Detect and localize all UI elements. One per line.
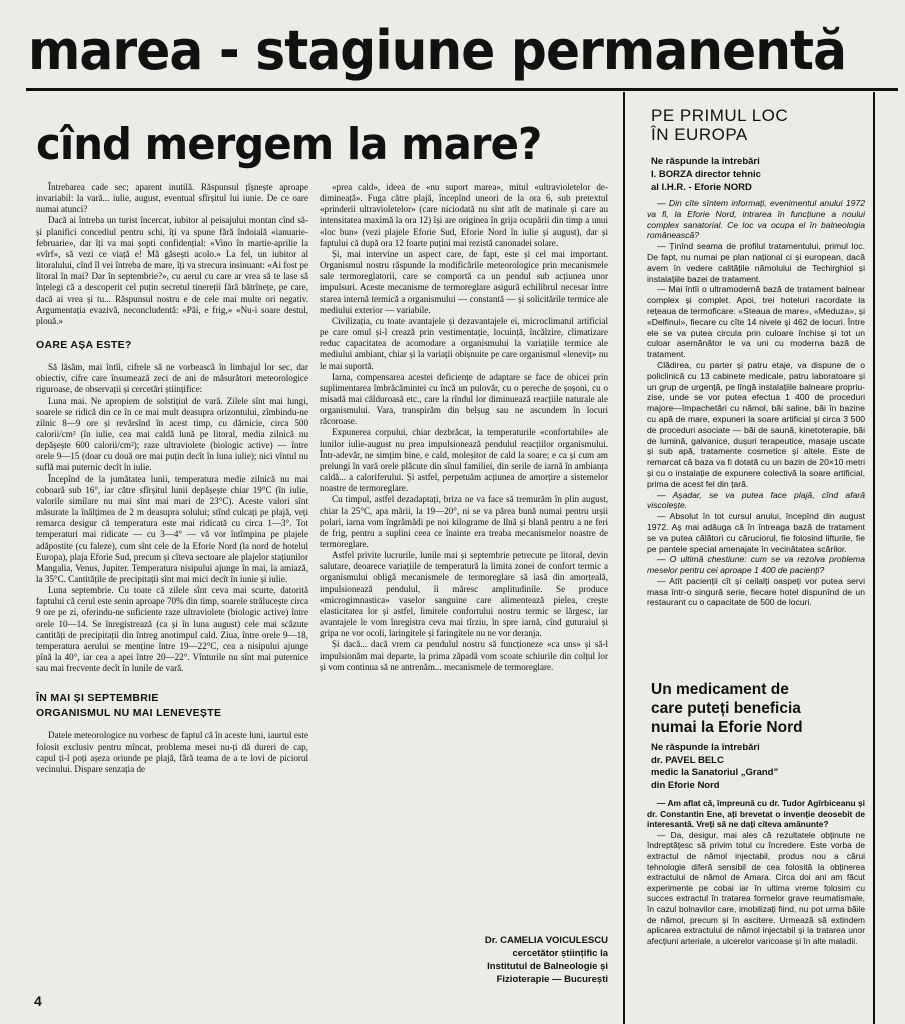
sidebar1-intro-line: I. BORZA director tehnic <box>651 169 761 180</box>
author-name: Dr. CAMELIA VOICULESCU <box>484 935 608 946</box>
body-paragraph: Datele meteorologice nu vorbesc de faptul că în aceste luni, iaurtul este folosit exclusiv pentru mîncat, problema mesei nu-ți dă dureri de cap, capul ți-l poți așeza oriunde pe plajă, fără teama de a te lovi de piciorul vecinului. Dispare senzația de <box>36 730 308 774</box>
sidebar2-intro <box>651 742 871 792</box>
sidebar2-intro-line: Ne răspunde la întrebări <box>651 742 760 753</box>
sidebar-left-rule <box>623 92 625 1024</box>
intro-paragraph: Întrebarea cade sec; aparent inutilă. Răspunsul țîșnește aproape invariabil: la vară... iulie, august, eventual sfîrșitul lui iunie. De ce oare numai atunci? <box>36 182 308 215</box>
sidebar2-title-line: Un medicament de <box>651 681 789 698</box>
article-column-middle <box>320 182 608 912</box>
body-paragraph: Cu timpul, astfel dezadaptați, briza ne va face să tremurăm în plin august, chiar la 25°C, apa mării, la 19—20°, ni se va părea bună numai pentru urșii polari, iarna vom îngrămădi pe noi kilograme de lînă și blană pentru a ne feri de frig, pentru a suplini ceea ce înainte era treaba mecanismelor noastre de termoreglare. <box>320 494 608 549</box>
section-heading: OARE AȘA ESTE? <box>36 339 132 352</box>
sidebar1-answer: — Ținînd seama de profilul tratamentului, primul loc. De fapt, nu numai pe plan național ci și european, dacă avem în vedere calitățile nămolului de Techirghiol și instalațiile bazei de tratament. <box>647 241 865 284</box>
article-title: cînd mergem la mare? <box>36 119 542 170</box>
page-headline: marea - stagiune permanentă <box>28 19 847 82</box>
sidebar1-title-line: ÎN EUROPA <box>651 125 748 144</box>
sidebar1-question: — O ultimă chestiune: cum se va rezolva problema meselor pentru cei aproape 1 400 de pacienți? <box>647 554 865 576</box>
sidebar2-intro-line: din Eforie Nord <box>651 779 720 791</box>
sidebar1-intro-line: al I.H.R. - Eforie NORD <box>651 182 752 193</box>
body-paragraph: Astfel privite lucrurile, lunile mai și septembrie petrecute pe litoral, devin salutare, deoarece variațiile de temperatură la limita zonei de confort termic a organismului obligă mecanismele de termoreglare să iasă din amorțeală, impulsionează pendulul, îi măresc amplitudinile. Se produce «microgimnastica» vaselor sanguine care alimentează pielea, crește elasticitatea lor și astfel, limitele confortului nostru termic se lărgesc, iar avantajele le vom înregistra ceva mai tîrziu, în spre iarnă, cînd guturaiul și gripa ne vor ocoli, laringitele și faringitele nu ne vor deranja. <box>320 550 608 639</box>
author-institution: Institutul de Balneologie și <box>487 961 608 972</box>
sidebar1-intro <box>651 155 871 194</box>
body-paragraph: Începînd de la jumătatea lunii, temperatura medie zilnică nu mai coboară sub 16°, iar către sfîrșitul lunii depășește chiar 19°C (în iulie, valorile similare nu mai sînt mai mari de 23°C). Aceste valori sînt măsurate la înălțimea de 2 m deasupra solului; stînd culcați pe plajă, veți remarca desigur că temperatura este mai ridicată cu circa 1—3°. Tot temperaturi mai ridicate — cu 3—4° — vă vor întîmpina pe plajele adăpostite (cu faleze), cum sînt cele de la Eforie Nord (la nord de hotelul Europa), plaja Eforie Sud, precum și cîteva sectoare ale plajelor stațiunilor Mangalia, Venus, Jupiter. Temperatura nisipului ajunge în mai, la amiază, la 35°C. Cantitățile de precipitații sînt mai mici decît în iunie și iulie. <box>36 473 308 584</box>
article-column-left <box>36 182 308 990</box>
body-paragraph: Civilizația, cu toate avantajele și dezavantajele ei, microclimatul artificial pe care omul și-l crează prin vestimentație, locuință, încălzire, climatizare reduc capacitatea de acomodare a organismului la variațiile termice ale mediului ambiant, chiar și la variații obișnuite pe care organismul «leneviț» nu le mai suportă. <box>320 315 608 371</box>
section-heading: ÎN MAI ȘI SEPTEMBRIE <box>36 692 159 705</box>
sidebar2-title <box>651 680 871 737</box>
sidebar2-intro-line: dr. PAVEL BELC <box>651 754 724 766</box>
body-paragraph: «prea cald», ideea de «nu suport marea», mitul «ultravioletelor de-dimineață». Fuga către plajă, începînd uneori de la ora 6, sub pretextul «prinderii ultravioletelor» (care niciodată nu sînt atît de matinale și care au intensitatea maximă la ora 12) își are originea în grija ocupării din timp a unui «loc bun» (vezi plajele Eforie Sud, Eforie Nord în iulie și august), dar și faptului că după ora 12 foarte puțini mai rezistă canonadei solare. <box>320 182 608 248</box>
sidebar2-question: — Am aflat că, împreună cu dr. Tudor Agîrbiceanu și dr. Constantin Ene, ați brevetat o invenție deosebit de interesantă. Vreți să ne dați cîteva amănunte? <box>647 798 865 830</box>
headline-rule <box>26 88 898 91</box>
sidebar-right-rule <box>873 92 875 1024</box>
body-paragraph: Expunerea corpului, chiar dezbrăcat, la temperaturile «confortabile» ale lunilor iulie-august nu prea impulsionează pendulul reacțiilor organismului. Într-adevăr, ne simțim bine, e cald, moleșitor de cald la soare; e ca și cum am prelungi în vară orele plăcute din sînul familiei, din serile de iarnă în ambianța caldă... a caloriferului. Și astfel, perpetuăm acțiunea de amorțire a sistemelor noastre de termoreglare. <box>320 427 608 494</box>
sidebar1-intro-line: Ne răspunde la întrebări <box>651 156 760 167</box>
sidebar2-title-line: care puteți beneficia <box>651 700 801 717</box>
body-paragraph: Iarna, compensarea acestei deficiențe de adaptare se face de obicei prin suplimentarea îmbrăcămintei cu încă un pulovăr, cu o pereche de șoșoni, cu o misadă mai călduroasă etc., care la rîndul lor diminuează reacțiile naturale ale organismului. Vara, transpirăm din belșug sau ne ascundem în locuri răcoroase. <box>320 371 608 427</box>
sidebar2-body <box>647 798 865 1012</box>
sidebar2-intro-line: medic la Sanatoriul „Grand” <box>651 767 779 778</box>
body-paragraph: Și, mai intervine un aspect care, de fapt, este și cel mai important. Organismul nostru răspunde la modificările meteorologice prin mecanismele sale termoreglatorii, care se comportă ca un pendul sub acțiunea unor impulsuri. Aceste mecanisme de termoreglare asigură echilibrul necesar între starea internă termică a organismului — constantă — și solicitările termice ale mediului exterior — variabile. <box>320 248 608 315</box>
sidebar1-question: — Din cîte sîntem informați, evenimentul anului 1972 va fi, la Eforie Nord, intrarea în funcțiune a noului complex sanatorial. Ce loc va ocupa el în balneologia românească? <box>647 198 865 241</box>
intro-paragraph: Dacă ai întreba un turist încercat, iubitor al peisajului montan cînd să-și planifici concediul pentru schi, îți va spune fără îndoială «ianuarie-februarie», dar îți va mai șopti confidențial: «Vino în martie-aprilie la «vîrf», să vezi ce viață e! Mă găsești acolo.» La fel, un iubitor al litoralului, cînd îl vei întreba de mare, îți va strecura insinuant: «Ai fost pe litoral în mai? Dar în septembrie?», cu aerul cu care ar vrea să te lase să înțelegi că a descoperit cel puțin secretul tinereții fără bătrînețe, pe care, dacă ai vrea și tu... Răspunsul nostru e de cele mai multe ori negativ. Argumentația evazivă, neconcludentă: «Păi, e frig,» «Nu-i soare destul, plouă.» <box>36 215 308 326</box>
sidebar1-title <box>651 106 871 144</box>
body-paragraph: Să lăsăm, mai întîi, cifrele să ne vorbească în limbajul lor sec, dar obiectiv, cifre care însumează zeci de ani de măsurători meteorologice riguroase, de observații și cercetări științifice: <box>36 362 308 395</box>
sidebar1-answer: — Absolut în tot cursul anului, începînd din august 1972. Aș mai adăuga că în întreaga bază de tratament se va putea călători cu căruciorul, fie folosind lifturile, fie pe pantele special amenajate în vecinătatea scărilor. <box>647 511 865 554</box>
sidebar1-answer: — Mai întîi o ultramodernă bază de tratament balnear complex și complet. Apoi, trei hoteluri racordate la rețeaua de termoficare: «Steaua de mare», «Meduza», și «Delfinul», fiecare cu cîte 14 nivele și 462 de locuri. Între ele se va putea circula prin culoare închise și tot un culoar asemănător le va uni cu moderna bază de tratament. <box>647 284 865 360</box>
body-paragraph: Luna mai. Ne apropiem de solstițiul de vară. Zilele sînt mai lungi, soarele se ridică din ce în ce mai mult deasupra orizontului, zîmbindu-ne zilnic 8—9 ore și revărsînd în acest timp, cu dărnicie, circa 500 calorii/cm² (în iulie, cea mai caldă lună pe litoral, media zilnică nu depășește 600 calorii/cm²); raze ultraviolete (biologic active) — între orele 9—15 (doar cu două ore mai puțin decît în luna iulie); nici vîntul nu suflă mai puternic decît în iulie. <box>36 395 308 473</box>
sidebar1-question: — Așadar, se va putea face plajă, cînd afară viscolește. <box>647 489 865 511</box>
author-signature <box>400 934 608 990</box>
body-paragraph: Luna septembrie. Cu toate că zilele sînt ceva mai scurte, datorită faptului că cerul este senin aproape 70% din timp, soarele strălucește circa 9 ore pe zi, oferindu-ne suficiente raze ultraviolete (biologic active) între orele 10—14. Se înregistrează (ca și în luna august) cele mai scăzute cantități de precipitații din întreg anotimpul cald. Ziua, între orele 9—18, temperatura aerului se menține între 19—22°C, cea a nisipului ajunge pînă la 40°, iar cea a apei între 20—22°. Vînturile nu sînt mai puternice sau mai frecvente decît în lunile de vară. <box>36 585 308 674</box>
section-heading: ORGANISMUL NU MAI LENEVEȘTE <box>36 707 222 720</box>
author-title: cercetător științific la <box>512 948 608 959</box>
sidebar1-body <box>647 198 865 660</box>
sidebar1-answer: Clădirea, cu parter și patru etaje, va dispune de o policlinică cu 13 cabinete medicale, patru laboratoare și un grup de urgență, pe lîngă instalațiile balneare propriu-zise, unde se vor putea efectua 1 400 de proceduri majore—împachetări cu nămol, băi saline, băi în bazine cu apă de mare, expuneri la soare artificial și circa 3 500 de proceduri asociate — băi de saună, kinetoterapie, băi de lumină, galvanice, dușuri terapeutice, masaje uscate și sub apă, tratamente cosmetice și altele. Este de remarcat că baza va fi dotată cu un bazin de 20×10 metri și cu o instalație de expunere colectivă la soare artificial, prima de acest fel din țară. <box>647 359 865 489</box>
sidebar2-answer: — Da, desigur, mai ales că rezultatele obținute ne îndreptățesc să privim totul cu încredere. Este vorba de extractul de nămol injectabil, produs nou a cărui tehnologie diferă sensibil de cea folosită la obținerea extractului de nămol de Amara. Circa doi ani am făcut experimente pe cobai iar în ultima vreme folosim cu succes extractul în tratarea formelor grave reumatismale, în cazul bolnavilor care, imobilizați fiind, nu pot urma băile de nămol, precum și în ascitere. Urmează să extindem aplicarea extractului de nămol injectabil și la tratarea unor afecțiuni arteriale, a ulcerelor varicoase și în alte maladii. <box>647 829 865 946</box>
body-paragraph: Și dacă... dacă vrem ca pendulul nostru să funcționeze «ca uns» și să-l impulsionăm mai departe, la prima zăpadă vom scoate schiurile din colțul lor și vom continua să ne antrenăm... mecanismele de termoreglare. <box>320 639 608 672</box>
author-city: Fizioterapie — București <box>496 974 608 985</box>
sidebar2-title-line: numai la Eforie Nord <box>651 719 803 736</box>
sidebar1-answer: — Atît pacienții cît și ceilalți oaspeți vor putea servi masa într-o singură serie, fiecare hotel dispunînd de un restaurant cu o capacitate de 500 de locuri. <box>647 575 865 608</box>
sidebar1-title-line: PE PRIMUL LOC <box>651 106 789 125</box>
page-number: 4 <box>34 993 42 1009</box>
